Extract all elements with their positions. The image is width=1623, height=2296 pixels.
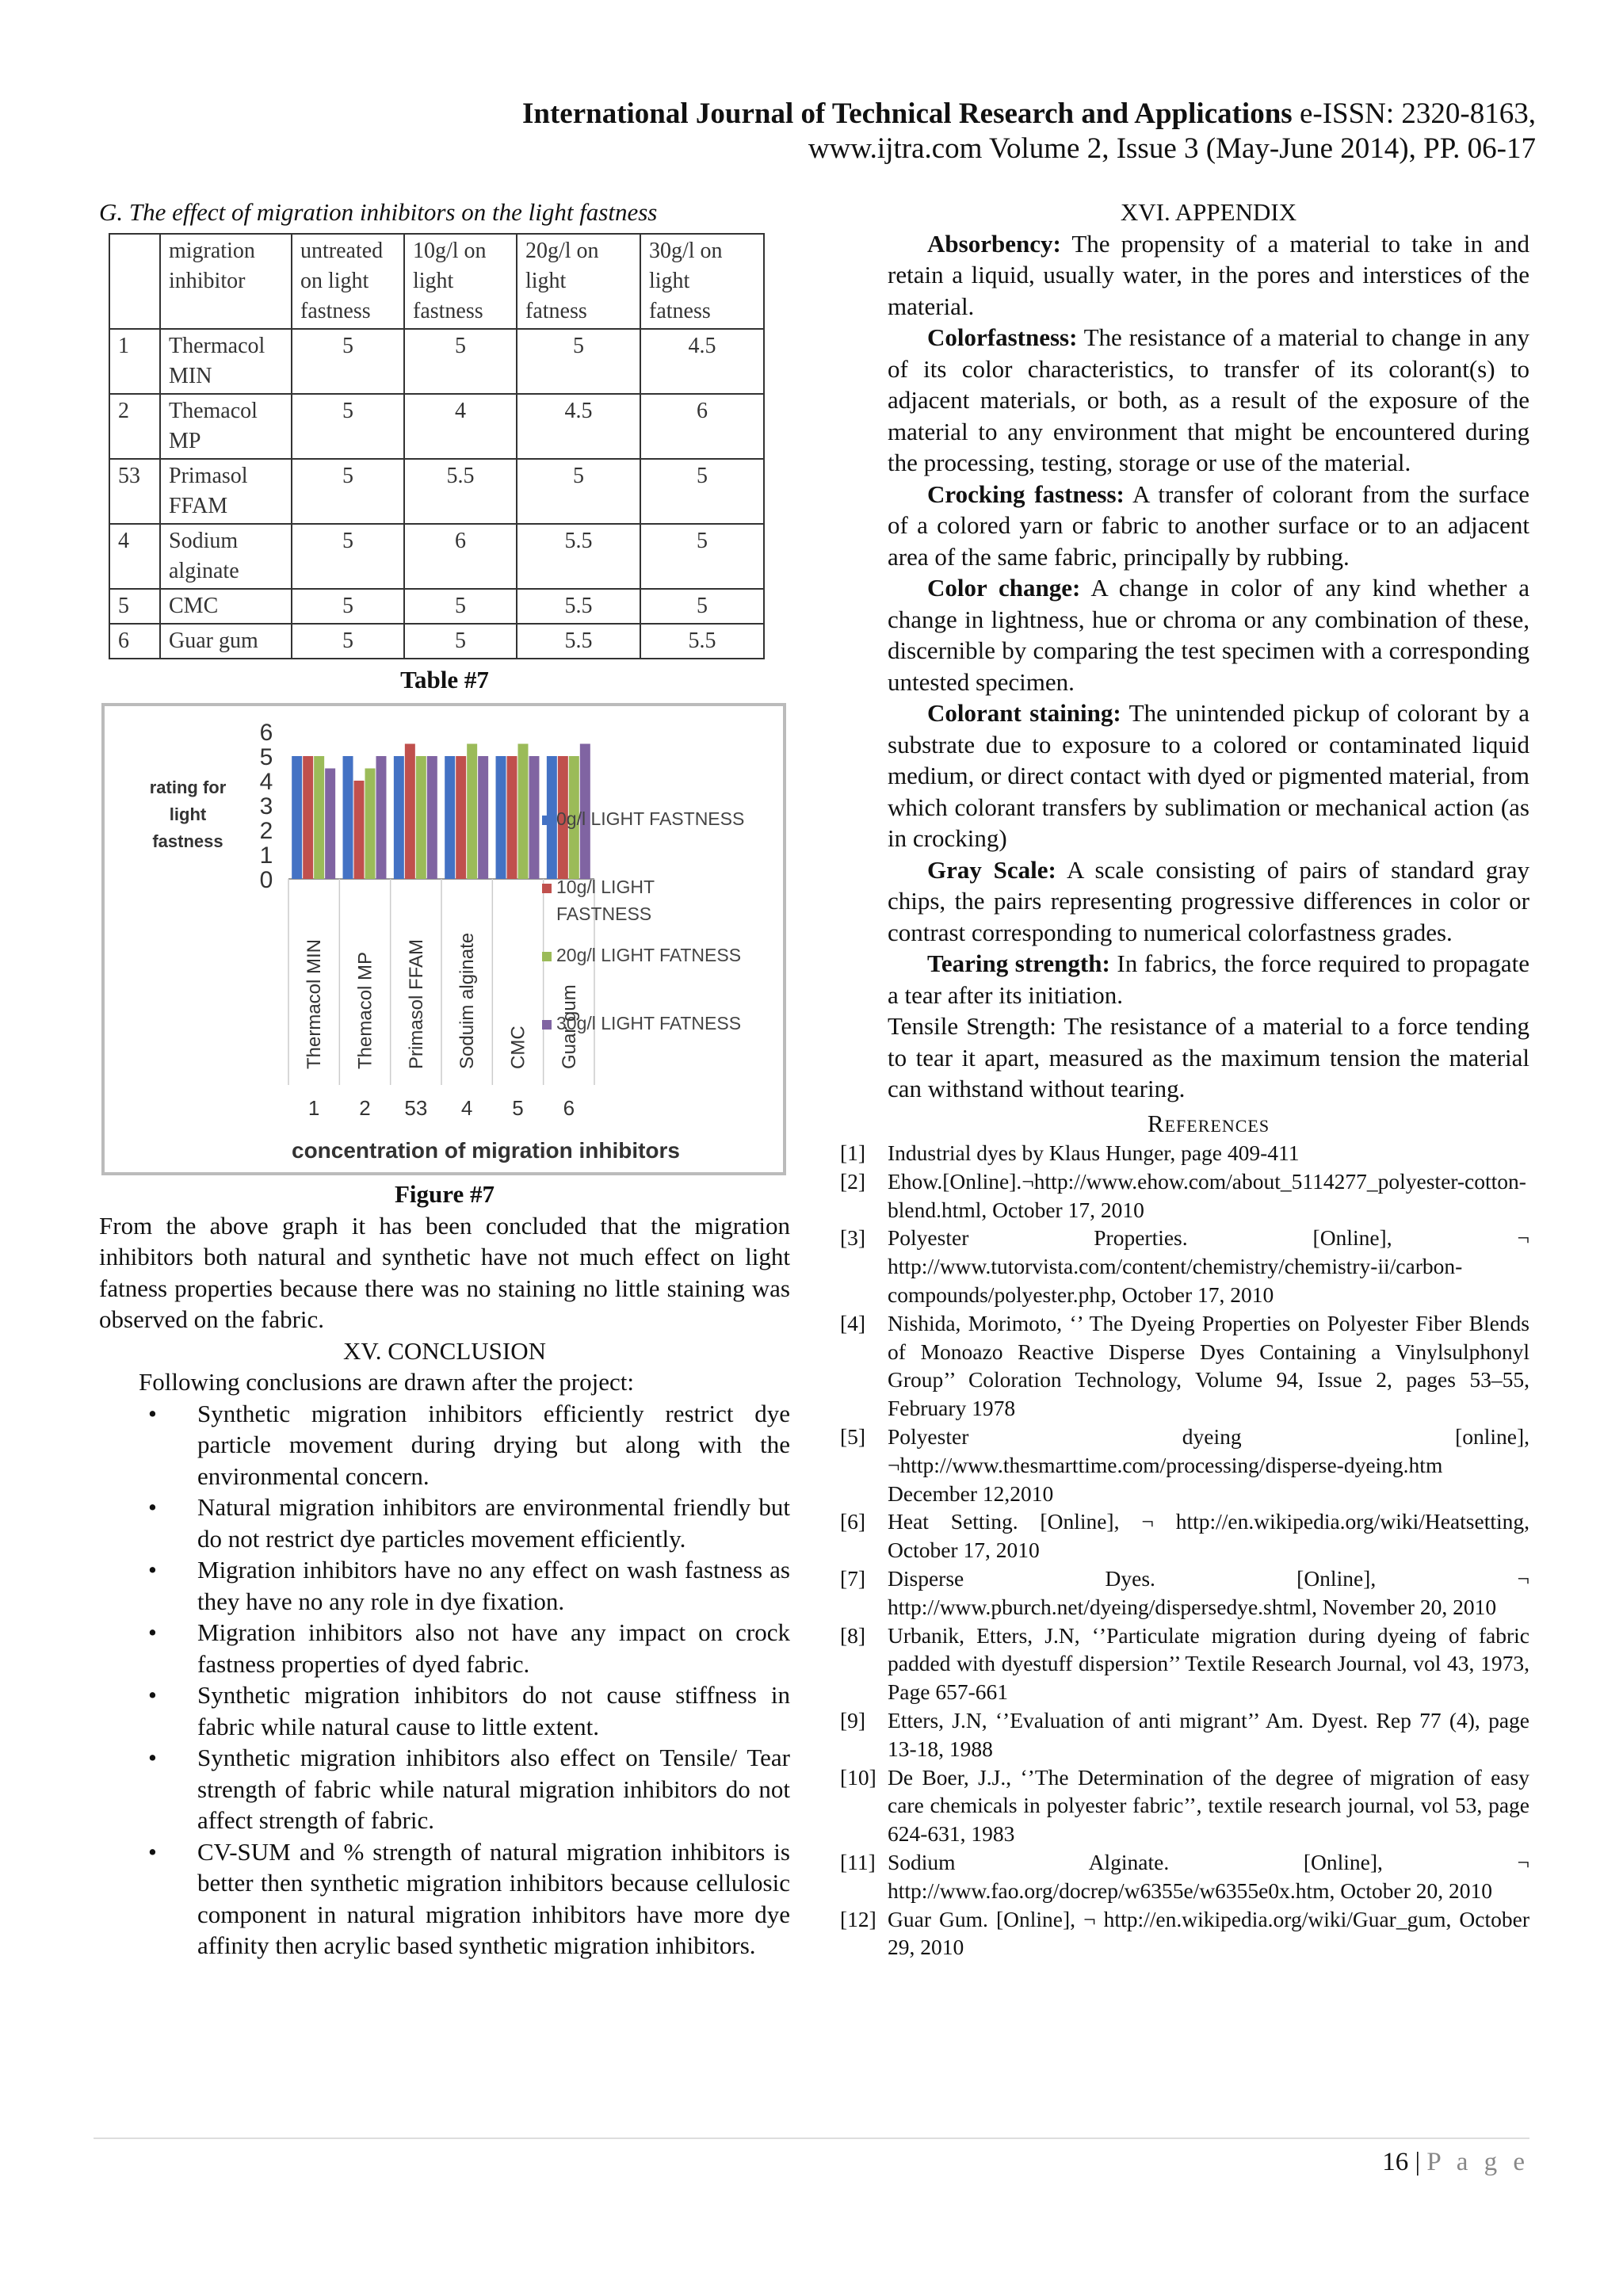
reference-item — [840, 1139, 1529, 1167]
reference-text: Sodium Alginate. [Online], ¬ http://www.fao.org/docrep/w6355e/w6355e0x.htm, October 20, 2010 — [888, 1849, 1529, 1903]
table-cell: 5 — [640, 524, 764, 589]
definition-term: Colorfastness: — [927, 323, 1078, 351]
legend-swatch — [542, 952, 552, 961]
y-tick-label: 1 — [259, 842, 273, 869]
definition-term: Crocking fastness: — [927, 479, 1125, 508]
tensile-definition: Tensile Strength: The resistance of a material to a force tending to tear it apart, measured as the maximum tension the material can withstand without tearing. — [888, 1012, 1529, 1102]
conclusion-item — [99, 1398, 790, 1492]
conclusion-item — [99, 1836, 790, 1962]
reference-item — [840, 1309, 1529, 1423]
table-cell: 6 — [404, 524, 517, 589]
conclusion-intro: Following conclusions are drawn after the project: — [139, 1368, 634, 1396]
reference-item — [840, 1848, 1529, 1905]
reference-item — [840, 1622, 1529, 1706]
definition-term: Colorant staining: — [927, 699, 1121, 727]
legend-label: 0g/l LIGHT FASTNESS — [556, 808, 745, 829]
bar-0-3 — [325, 769, 335, 880]
table-cell: 5 — [292, 329, 404, 394]
definition — [888, 948, 1529, 1010]
journal-name: International Journal of Technical Research and Applications — [521, 97, 1293, 130]
definition-text: The resistance of a material to change in any of its color characteristics, to transfer of its colorant(s) to adjacent materials, or both, as a result of the exposure of the material to any environment that might be encountered during the processing, testing, storage or use of the material. — [888, 323, 1529, 476]
reference-number: [2] — [840, 1168, 866, 1194]
y-tick-label: 5 — [259, 744, 273, 770]
table-header-cell — [109, 234, 160, 329]
reference-item — [840, 1167, 1529, 1224]
definition — [888, 854, 1529, 949]
page-word: P a g e — [1426, 2148, 1529, 2176]
y-tick-label: 0 — [259, 867, 273, 893]
reference-item — [840, 1706, 1529, 1763]
table-cell: 5 — [517, 329, 640, 394]
category-label: Soduim alginate — [456, 932, 479, 1069]
table-cell: 5.5 — [404, 459, 517, 524]
page-number-value: 16 — [1382, 2148, 1409, 2176]
bar-1-2 — [365, 769, 376, 880]
definition-term: Gray Scale: — [927, 855, 1056, 884]
y-tick-label: 3 — [259, 793, 273, 819]
table-cell: 2 — [109, 394, 160, 459]
table-cell: 5.5 — [517, 624, 640, 659]
bar-4-3 — [529, 756, 539, 879]
definition-term: Absorbency: — [927, 229, 1061, 258]
page-number — [1382, 2148, 1529, 2177]
conclusion-item-text: CV-SUM and % strength of natural migration inhibitors is better then synthetic migration inhibitors because cellulosic component in natural migration inhibitors have more dye affinity then acrylic based synthetic migration inhibitors. — [197, 1837, 790, 1959]
definition-text: A change in color of any kind whether a change in lightness, hue or chroma or any combination of these, discernible by comparing the test specimen with a corresponding untested specimen. — [888, 574, 1529, 696]
reference-text: Heat Setting. [Online], ¬ http://en.wikipedia.org/wiki/Heatsetting, October 17, 2010 — [888, 1509, 1529, 1563]
table-cell: 5 — [292, 589, 404, 624]
y-axis-label: rating for light fastness — [149, 777, 227, 851]
table-cell: CMC — [160, 589, 292, 624]
section-g-title: G. The effect of migration inhibitors on the light fastness — [99, 198, 658, 226]
table-row — [109, 524, 764, 589]
table-cell: 5 — [640, 589, 764, 624]
bar-4-1 — [507, 756, 517, 879]
table-cell: Themacol MP — [160, 394, 292, 459]
category-number: 1 — [307, 1096, 320, 1120]
conclusion-item-text: Migration inhibitors also not have any impact on crock fastness properties of dyed fabric. — [197, 1618, 790, 1678]
table-cell: 5 — [292, 624, 404, 659]
table-row — [109, 459, 764, 524]
bullet-icon: • — [148, 1744, 157, 1771]
table-cell: 5 — [404, 329, 517, 394]
bar-1-0 — [343, 756, 353, 879]
definition-text: In fabrics, the force required to propagate a tear after its initiation. — [888, 949, 1529, 1009]
reference-item — [840, 1564, 1529, 1622]
table-cell: 1 — [109, 329, 160, 394]
category-number: 4 — [460, 1096, 473, 1120]
references-list — [840, 1139, 1529, 1962]
category-number: 6 — [563, 1096, 575, 1120]
table-row — [109, 394, 764, 459]
legend-label: 20g/l LIGHT FATNESS — [556, 945, 742, 965]
conclusion-item-text: Migration inhibitors have no any effect on wash fastness as they have no any role in dye fixation. — [197, 1556, 790, 1615]
y-tick-label: 2 — [259, 818, 273, 844]
figure-7-chart — [101, 703, 786, 1175]
bar-3-3 — [478, 756, 488, 879]
reference-item — [840, 1423, 1529, 1507]
table-cell: 5 — [292, 524, 404, 589]
legend-label: 30g/l LIGHT FATNESS — [556, 1013, 742, 1033]
legend-swatch — [542, 884, 552, 893]
bar-3-0 — [445, 756, 455, 879]
category-label: CMC — [507, 1026, 529, 1069]
reference-text: Ehow.[Online].¬http://www.ehow.com/about_5114277_polyester-cotton-blend.html, October 17, 2010 — [888, 1168, 1526, 1222]
running-header — [522, 97, 1536, 166]
right-column — [840, 197, 1529, 1962]
table-cell: Sodium alginate — [160, 524, 292, 589]
reference-number: [8] — [840, 1622, 866, 1648]
table-row — [109, 624, 764, 659]
table-cell: 5 — [404, 589, 517, 624]
bar-0-1 — [303, 756, 313, 879]
table-row — [109, 329, 764, 394]
x-axis-label: concentration of migration inhibitors — [292, 1138, 680, 1163]
reference-number: [11] — [840, 1849, 876, 1874]
category-label: Primasol FFAM — [405, 938, 427, 1069]
definition-text: A scale consisting of pairs of standard gray chips, the pairs representing progressive differences in color or contrast corresponding to numerical colorfastness grades. — [888, 855, 1529, 946]
appendix-definitions — [888, 228, 1529, 1011]
figure-7-caption: Figure #7 — [395, 1180, 495, 1208]
table-header-cell: untreated on light fastness — [292, 234, 404, 329]
reference-number: [10] — [840, 1764, 876, 1790]
reference-number: [3] — [840, 1225, 866, 1251]
reference-number: [5] — [840, 1423, 866, 1449]
reference-text: Nishida, Morimoto, ‘’ The Dyeing Properties on Polyester Fiber Blends of Monoazo Reactive Disperse Dyes Containing a Vinylsulphonyl Group’’ Coloration Technology, Volume 94, Issue 2, pages 53–55, February 1978 — [888, 1310, 1529, 1421]
bar-3-2 — [467, 744, 477, 880]
reference-number: [1] — [840, 1140, 866, 1165]
table-cell: 4 — [404, 394, 517, 459]
conclusion-item-text: Synthetic migration inhibitors also effect on Tensile/ Tear strength of fabric while natural migration inhibitors do not affect strength of fabric. — [197, 1744, 790, 1834]
table-cell: 5 — [292, 394, 404, 459]
table-header-cell: migration inhibitor — [160, 234, 292, 329]
bar-1-3 — [376, 756, 386, 879]
conclusion-item-text: Synthetic migration inhibitors efficiently restrict dye particle movement during drying but along with the environmental concern. — [197, 1399, 790, 1490]
category-number: 5 — [512, 1096, 524, 1120]
bullet-icon: • — [148, 1681, 157, 1709]
conclusion-item — [99, 1742, 790, 1836]
table-7-caption: Table #7 — [400, 665, 489, 693]
definition-text: The unintended pickup of colorant by a substrate due to exposure to a colored or contaminated liquid medium, or direct contact with dyed or pigmented material, from which colorant transfers by sublimation or mechanical action (as in crocking) — [888, 699, 1529, 852]
bar-4-2 — [518, 744, 529, 880]
y-tick-label: 4 — [259, 769, 273, 795]
definition — [888, 572, 1529, 697]
bar-1-1 — [354, 781, 365, 879]
category-number: 53 — [404, 1096, 428, 1120]
definition — [888, 697, 1529, 854]
definition-term: Color change: — [927, 574, 1081, 602]
reference-text: Urbanik, Etters, J.N, ‘’Particulate migration during dyeing of fabric padded with dyestuff dispersion’’ Textile Research Journal, vol 43, 1973, Page 657-661 — [888, 1622, 1529, 1705]
bullet-icon: • — [148, 1618, 157, 1646]
figure-discussion: From the above graph it has been concluded that the migration inhibitors both natural and synthetic have not much effect on light fatness properties because there was no staining no little staining was observed on the fabric. — [99, 1211, 790, 1333]
bar-4-0 — [496, 756, 506, 879]
reference-text: Disperse Dyes. [Online], ¬ http://www.pburch.net/dyeing/dispersedye.shtml, November 20, 2010 — [888, 1565, 1529, 1619]
table-cell: 53 — [109, 459, 160, 524]
table-cell: 5 — [517, 459, 640, 524]
table-cell: 5.5 — [517, 524, 640, 589]
table-cell: 6 — [640, 394, 764, 459]
bullet-icon: • — [148, 1399, 157, 1427]
reference-text: Polyester dyeing [online], ¬http://www.thesmarttime.com/processing/disperse-dyeing.htm December 12,2010 — [888, 1423, 1529, 1506]
table-7 — [109, 233, 765, 659]
bar-2-2 — [416, 756, 426, 879]
conclusion-item — [99, 1492, 790, 1554]
table-cell: Primasol FFAM — [160, 459, 292, 524]
conclusion-item — [99, 1554, 790, 1617]
bar-2-1 — [405, 744, 415, 880]
definition — [888, 479, 1529, 573]
table-cell: 5 — [292, 459, 404, 524]
table-cell: 4.5 — [640, 329, 764, 394]
footer-rule — [94, 2137, 1529, 2139]
table-row — [109, 589, 764, 624]
appendix-title: XVI. APPENDIX — [1120, 198, 1297, 226]
reference-number: [6] — [840, 1509, 866, 1534]
reference-item — [840, 1905, 1529, 1962]
journal-issn: e-ISSN: 2320-8163, — [1299, 97, 1536, 130]
reference-text: Guar Gum. [Online], ¬ http://en.wikipedia.org/wiki/Guar_gum, October 29, 2010 — [888, 1906, 1529, 1960]
bullet-icon: • — [148, 1493, 157, 1521]
table-header-row — [109, 234, 764, 329]
reference-number: [4] — [840, 1310, 866, 1335]
conclusion-item-text: Natural migration inhibitors are environmental friendly but do not restrict dye particles movement efficiently. — [197, 1493, 790, 1553]
conclusion-title: XV. CONCLUSION — [342, 1336, 547, 1365]
conclusion-item — [99, 1679, 790, 1742]
bar-0-2 — [314, 756, 324, 879]
table-cell: 5 — [640, 459, 764, 524]
chart-svg — [105, 706, 783, 1172]
reference-number: [7] — [840, 1565, 866, 1591]
definition-term: Tearing strength: — [927, 949, 1110, 977]
legend-swatch — [542, 816, 552, 825]
table-cell: Guar gum — [160, 624, 292, 659]
definition-text: The propensity of a material to take in and retain a liquid, usually water, in the pores and interstices of the material. — [888, 229, 1529, 320]
category-label: Guar gum — [558, 984, 580, 1069]
bar-2-0 — [394, 756, 404, 879]
reference-item — [840, 1763, 1529, 1848]
reference-text: Polyester Properties. [Online], ¬ http://www.tutorvista.com/content/chemistry/chemistry-ii/carbon-compounds/polyester.php, October 17, 2010 — [888, 1225, 1529, 1307]
reference-number: [9] — [840, 1707, 866, 1733]
reference-number: [12] — [840, 1906, 876, 1931]
y-tick-label: 6 — [259, 720, 273, 746]
category-label: Thermacol MIN — [304, 938, 326, 1069]
table-cell: 4 — [109, 524, 160, 589]
bullet-icon: • — [148, 1556, 157, 1584]
legend-swatch — [542, 1020, 552, 1030]
definition — [888, 228, 1529, 323]
category-number: 2 — [359, 1096, 371, 1120]
legend-label: 10g/l LIGHT FASTNESS — [556, 877, 655, 924]
reference-item — [840, 1224, 1529, 1308]
bullet-icon: • — [148, 1837, 157, 1866]
references-title: References — [1147, 1109, 1270, 1137]
table-cell: Thermacol MIN — [160, 329, 292, 394]
table-cell: 5 — [404, 624, 517, 659]
definition-text: A transfer of colorant from the surface of a colored yarn or fabric to another surface or to an adjacent area of the same fabric, principally by rubbing. — [888, 479, 1529, 571]
table-header-cell: 20g/l on light fatness — [517, 234, 640, 329]
table-cell: 6 — [109, 624, 160, 659]
reference-text: Etters, J.N, ‘’Evaluation of anti migrant’’ Am. Dyest. Rep 77 (4), page 13-18, 1988 — [888, 1707, 1529, 1761]
journal-volume-line: www.ijtra.com Volume 2, Issue 3 (May-June 2014), PP. 06-17 — [808, 132, 1536, 165]
table-header-cell: 10g/l on light fastness — [404, 234, 517, 329]
reference-text: Industrial dyes by Klaus Hunger, page 409-411 — [888, 1140, 1300, 1165]
bar-2-3 — [427, 756, 437, 879]
left-column — [99, 197, 790, 1962]
table-cell: 4.5 — [517, 394, 640, 459]
category-label: Themacol MP — [354, 951, 376, 1069]
bar-0-0 — [292, 756, 302, 879]
table-cell: 5.5 — [640, 624, 764, 659]
conclusion-item — [99, 1617, 790, 1679]
conclusion-list — [99, 1398, 790, 1962]
table-cell: 5.5 — [517, 589, 640, 624]
conclusion-item-text: Synthetic migration inhibitors do not cause stiffness in fabric while natural cause to little extent. — [197, 1681, 790, 1740]
reference-item — [840, 1507, 1529, 1564]
table-header-cell: 30g/l on light fatness — [640, 234, 764, 329]
definition — [888, 322, 1529, 479]
reference-text: De Boer, J.J., ‘’The Determination of the degree of migration of easy care chemicals in polyester fabric’’, textile research journal, vol 53, page 624-631, 1983 — [888, 1764, 1529, 1847]
table-cell: 5 — [109, 589, 160, 624]
page-number-separator: | — [1415, 2148, 1421, 2176]
bar-3-1 — [456, 756, 466, 879]
